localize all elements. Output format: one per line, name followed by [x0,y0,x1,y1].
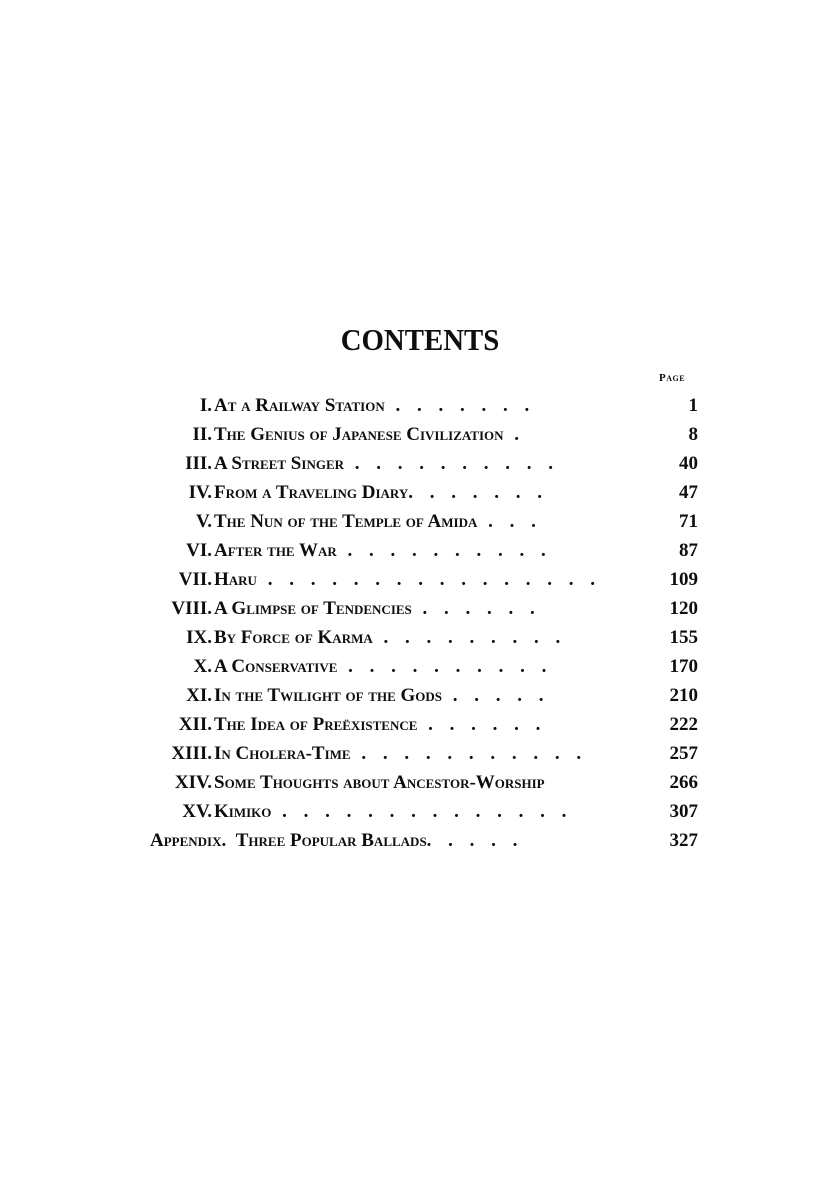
chapter-title: Some Thoughts about Ancestor-Worship [214,772,545,793]
chapter-number: VII. [178,569,212,590]
chapter-title: A Glimpse of Tendencies . . . . . . [214,598,541,619]
chapter-title: A Street Singer . . . . . . . . . . [214,453,559,474]
page-number: 47 [679,482,698,503]
page-number: 222 [669,714,698,735]
page-number: 87 [679,540,698,561]
toc-row-12 [0,710,840,739]
toc-row-7 [0,565,840,594]
toc-row-4 [0,478,840,507]
chapter-title: In Cholera-Time . . . . . . . . . . . [214,743,588,764]
chapter-title: The Idea of Preëxistence . . . . . . [214,714,547,735]
toc-row-3 [0,449,840,478]
chapter-number: XIII. [171,743,212,764]
toc-row-2 [0,420,840,449]
toc-row-15 [0,797,840,826]
chapter-title: A Conservative . . . . . . . . . . [214,656,553,677]
chapter-number: IV. [188,482,212,503]
chapter-number: VI. [186,540,212,561]
chapter-number: IX. [186,627,212,648]
chapter-number: III. [185,453,212,474]
toc-row-appendix [0,826,840,855]
toc-row-14 [0,768,840,797]
page-number: 307 [669,801,698,822]
page-number: 8 [688,424,698,445]
chapter-number: XII. [178,714,212,735]
page-number: 266 [669,772,698,793]
chapter-title: The Nun of the Temple of Amida . . . [214,511,542,532]
page-column-header: Page [659,372,686,384]
page-number: 155 [669,627,698,648]
chapter-number: XI. [186,685,212,706]
chapter-number: I. [199,395,212,416]
contents-title: CONTENTS [340,322,500,357]
page-number: 71 [679,511,698,532]
toc-row-6 [0,536,840,565]
chapter-title: Kimiko . . . . . . . . . . . . . . [214,801,573,822]
page-number: 109 [669,569,698,590]
chapter-title: In the Twilight of the Gods . . . . . [214,685,550,706]
page-number: 257 [669,743,698,764]
page-number: 210 [669,685,698,706]
chapter-title: At a Railway Station . . . . . . . [214,395,536,416]
toc-row-1 [0,391,840,420]
chapter-number: V. [195,511,212,532]
page-number: 327 [669,830,698,851]
page-number: 1 [688,395,698,416]
toc-row-11 [0,681,840,710]
chapter-number: XV. [182,801,212,822]
chapter-number: II. [192,424,212,445]
toc-row-9 [0,623,840,652]
toc-row-5 [0,507,840,536]
chapter-title: By Force of Karma . . . . . . . . . [214,627,567,648]
chapter-number: VIII. [171,598,212,619]
page-number: 170 [669,656,698,677]
chapter-title: The Genius of Japanese Civilization . [214,424,526,445]
page-number: 120 [669,598,698,619]
chapter-title: Haru . . . . . . . . . . . . . . . . [214,569,601,590]
chapter-title: From a Traveling Diary. . . . . . . [214,482,548,503]
chapter-number: XIV. [174,772,212,793]
toc-row-13 [0,739,840,768]
chapter-number: X. [193,656,212,677]
chapter-title: After the War . . . . . . . . . . [214,540,552,561]
page-number: 40 [679,453,698,474]
toc-row-8 [0,594,840,623]
appendix-title: Appendix. Three Popular Ballads. . . . . [150,830,524,851]
toc-row-10 [0,652,840,681]
